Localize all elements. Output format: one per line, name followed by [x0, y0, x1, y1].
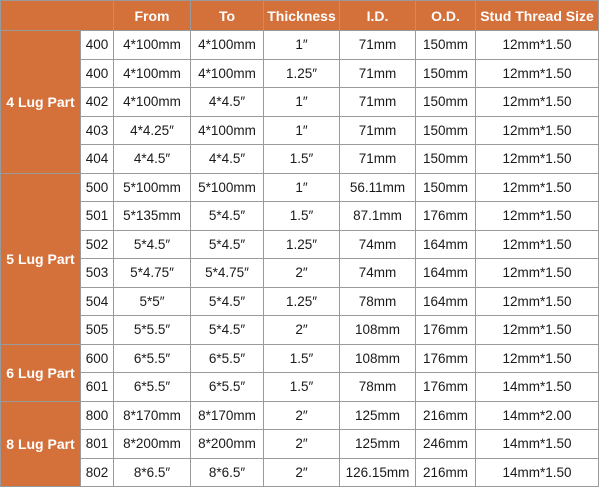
cell-part: 501: [81, 202, 114, 231]
cell-id: 125mm: [340, 401, 416, 430]
cell-stud: 12mm*1.50: [476, 59, 599, 88]
cell-from: 6*5.5″: [114, 344, 191, 373]
cell-stud: 12mm*1.50: [476, 173, 599, 202]
cell-to: 6*5.5″: [191, 373, 264, 402]
cell-id: 71mm: [340, 116, 416, 145]
cell-od: 150mm: [416, 59, 476, 88]
table-row: [1, 259, 599, 288]
table-row: [1, 230, 599, 259]
header-id: I.D.: [340, 1, 416, 31]
header-od: O.D.: [416, 1, 476, 31]
cell-part: 802: [81, 458, 114, 487]
cell-id: 125mm: [340, 430, 416, 459]
cell-stud: 12mm*1.50: [476, 316, 599, 345]
cell-thickness: 1″: [264, 88, 340, 117]
cell-to: 4*100mm: [191, 59, 264, 88]
cell-od: 164mm: [416, 287, 476, 316]
cell-part: 504: [81, 287, 114, 316]
cell-from: 4*4.5″: [114, 145, 191, 174]
cell-thickness: 1.5″: [264, 145, 340, 174]
header-thickness: Thickness: [264, 1, 340, 31]
cell-od: 216mm: [416, 401, 476, 430]
cell-from: 8*200mm: [114, 430, 191, 459]
cell-from: 5*4.75″: [114, 259, 191, 288]
table-row: [1, 401, 599, 430]
cell-od: 150mm: [416, 173, 476, 202]
cell-thickness: 2″: [264, 259, 340, 288]
cell-to: 4*4.5″: [191, 145, 264, 174]
cell-from: 5*4.5″: [114, 230, 191, 259]
cell-part: 600: [81, 344, 114, 373]
cell-od: 176mm: [416, 373, 476, 402]
cell-thickness: 2″: [264, 430, 340, 459]
cell-part: 503: [81, 259, 114, 288]
table-row: [1, 316, 599, 345]
cell-part: 402: [81, 88, 114, 117]
cell-part: 505: [81, 316, 114, 345]
cell-part: 400: [81, 31, 114, 60]
cell-part: 404: [81, 145, 114, 174]
cell-od: 176mm: [416, 202, 476, 231]
table-row: [1, 173, 599, 202]
group-label: 4 Lug Part: [1, 31, 81, 174]
cell-part: 502: [81, 230, 114, 259]
cell-thickness: 1.25″: [264, 59, 340, 88]
header-from: From: [114, 1, 191, 31]
cell-thickness: 1.25″: [264, 230, 340, 259]
cell-to: 4*100mm: [191, 116, 264, 145]
cell-from: 8*170mm: [114, 401, 191, 430]
cell-stud: 12mm*1.50: [476, 287, 599, 316]
cell-od: 176mm: [416, 344, 476, 373]
cell-id: 108mm: [340, 344, 416, 373]
cell-to: 5*4.5″: [191, 316, 264, 345]
group-label: 5 Lug Part: [1, 173, 81, 344]
cell-thickness: 2″: [264, 401, 340, 430]
cell-part: 801: [81, 430, 114, 459]
table-row: [1, 202, 599, 231]
cell-part: 500: [81, 173, 114, 202]
cell-thickness: 1.5″: [264, 344, 340, 373]
cell-thickness: 1″: [264, 31, 340, 60]
header-corner: [1, 1, 114, 31]
cell-thickness: 1″: [264, 116, 340, 145]
cell-from: 4*100mm: [114, 59, 191, 88]
cell-id: 71mm: [340, 31, 416, 60]
cell-to: 4*4.5″: [191, 88, 264, 117]
cell-od: 176mm: [416, 316, 476, 345]
cell-stud: 12mm*1.50: [476, 230, 599, 259]
cell-from: 5*5″: [114, 287, 191, 316]
cell-from: 6*5.5″: [114, 373, 191, 402]
cell-part: 400: [81, 59, 114, 88]
cell-to: 6*5.5″: [191, 344, 264, 373]
cell-stud: 12mm*1.50: [476, 116, 599, 145]
cell-thickness: 1″: [264, 173, 340, 202]
cell-stud: 12mm*1.50: [476, 344, 599, 373]
cell-id: 74mm: [340, 230, 416, 259]
cell-thickness: 2″: [264, 316, 340, 345]
table-row: [1, 344, 599, 373]
cell-to: 5*4.75″: [191, 259, 264, 288]
cell-stud: 12mm*1.50: [476, 145, 599, 174]
cell-id: 56.11mm: [340, 173, 416, 202]
cell-stud: 14mm*1.50: [476, 458, 599, 487]
cell-from: 5*100mm: [114, 173, 191, 202]
cell-to: 8*6.5″: [191, 458, 264, 487]
cell-from: 4*100mm: [114, 31, 191, 60]
cell-od: 164mm: [416, 259, 476, 288]
cell-id: 71mm: [340, 59, 416, 88]
cell-to: 5*100mm: [191, 173, 264, 202]
cell-id: 78mm: [340, 373, 416, 402]
cell-stud: 12mm*1.50: [476, 88, 599, 117]
table-row: [1, 88, 599, 117]
header-row: [1, 1, 599, 31]
cell-stud: 12mm*1.50: [476, 202, 599, 231]
table-row: [1, 287, 599, 316]
cell-part: 800: [81, 401, 114, 430]
cell-stud: 14mm*2.00: [476, 401, 599, 430]
cell-id: 126.15mm: [340, 458, 416, 487]
cell-from: 5*135mm: [114, 202, 191, 231]
cell-id: 71mm: [340, 88, 416, 117]
cell-od: 216mm: [416, 458, 476, 487]
table-row: [1, 145, 599, 174]
cell-to: 5*4.5″: [191, 230, 264, 259]
cell-part: 403: [81, 116, 114, 145]
table-row: [1, 430, 599, 459]
cell-od: 150mm: [416, 88, 476, 117]
cell-id: 108mm: [340, 316, 416, 345]
cell-from: 4*100mm: [114, 88, 191, 117]
cell-to: 8*200mm: [191, 430, 264, 459]
cell-od: 150mm: [416, 116, 476, 145]
cell-id: 78mm: [340, 287, 416, 316]
group-label: 8 Lug Part: [1, 401, 81, 487]
cell-to: 5*4.5″: [191, 287, 264, 316]
table-row: [1, 373, 599, 402]
cell-od: 246mm: [416, 430, 476, 459]
cell-from: 8*6.5″: [114, 458, 191, 487]
group-label: 6 Lug Part: [1, 344, 81, 401]
table-row: [1, 116, 599, 145]
cell-from: 4*4.25″: [114, 116, 191, 145]
cell-id: 74mm: [340, 259, 416, 288]
table-row: [1, 458, 599, 487]
cell-stud: 12mm*1.50: [476, 259, 599, 288]
cell-stud: 14mm*1.50: [476, 430, 599, 459]
cell-od: 150mm: [416, 31, 476, 60]
cell-od: 150mm: [416, 145, 476, 174]
cell-to: 4*100mm: [191, 31, 264, 60]
cell-from: 5*5.5″: [114, 316, 191, 345]
cell-to: 5*4.5″: [191, 202, 264, 231]
cell-stud: 14mm*1.50: [476, 373, 599, 402]
header-stud-thread-size: Stud Thread Size: [476, 1, 599, 31]
cell-thickness: 2″: [264, 458, 340, 487]
cell-od: 164mm: [416, 230, 476, 259]
cell-thickness: 1.25″: [264, 287, 340, 316]
cell-stud: 12mm*1.50: [476, 31, 599, 60]
cell-id: 87.1mm: [340, 202, 416, 231]
cell-part: 601: [81, 373, 114, 402]
table-row: [1, 31, 599, 60]
header-to: To: [191, 1, 264, 31]
cell-to: 8*170mm: [191, 401, 264, 430]
table-row: [1, 59, 599, 88]
table-body: [1, 31, 599, 487]
cell-thickness: 1.5″: [264, 202, 340, 231]
cell-thickness: 1.5″: [264, 373, 340, 402]
cell-id: 71mm: [340, 145, 416, 174]
